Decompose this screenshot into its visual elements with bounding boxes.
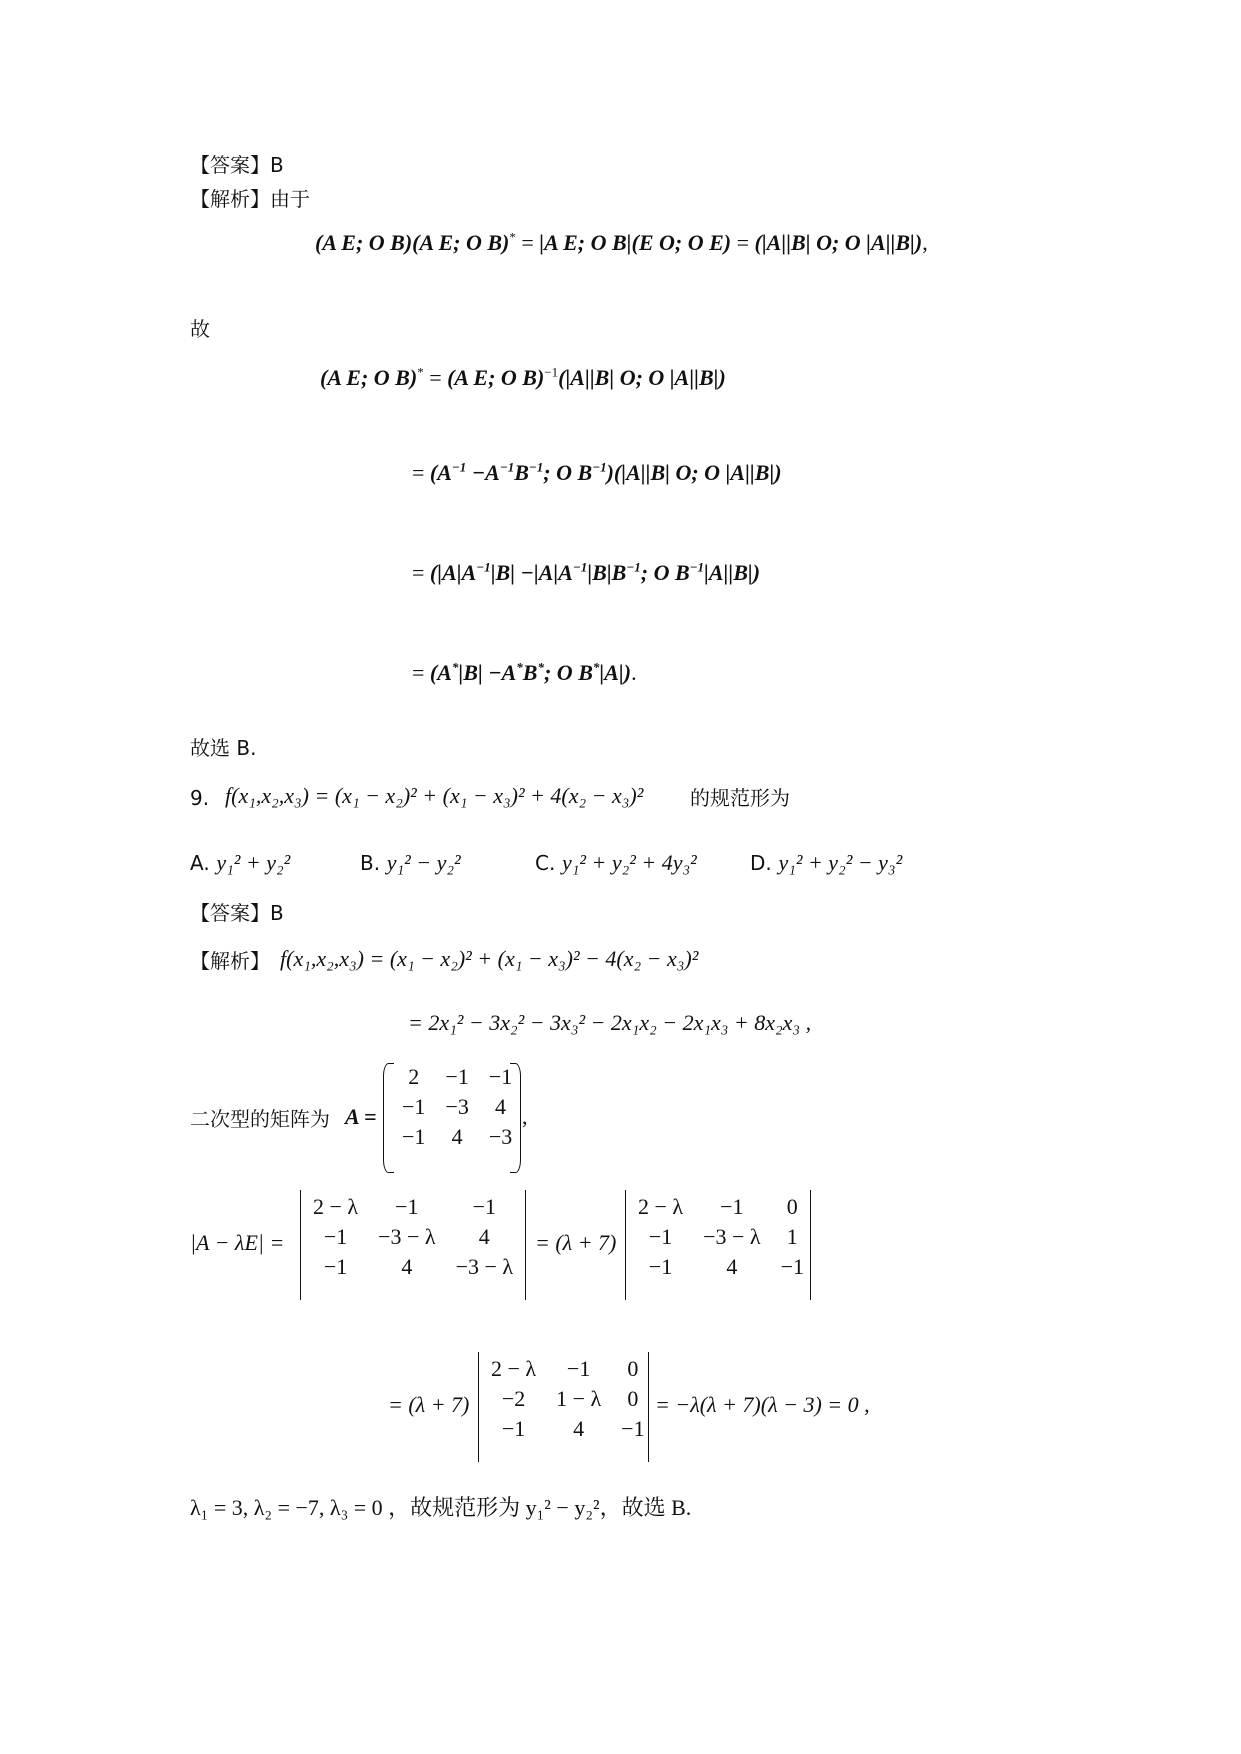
q8-equation-line-1: (A E; O B)(A E; O B)* = |A E; O B|(E O; O E) = (|A||B| O; O |A||B|), bbox=[315, 229, 928, 255]
det-factor-2: = (λ + 7) bbox=[388, 1392, 470, 1417]
q9-expansion: = 2x₁² − 3x₂² − 3x₃² − 2x₁x₂ − 2x₁x₃ + 8x₂x₃ , bbox=[408, 1010, 812, 1035]
det-factor-1: = (λ + 7) bbox=[535, 1230, 617, 1255]
det-result: = −λ(λ + 7)(λ − 3) = 0 , bbox=[655, 1392, 870, 1417]
q8-equation-line-5: = (A*|B| −A*B*; O B*|A|). bbox=[412, 659, 637, 685]
matrix-a-right-bracket bbox=[510, 1063, 521, 1173]
answer-label-q8: 【答案】B bbox=[190, 153, 284, 177]
det1-matrix: 2 − λ −1 −1 −1 −3 − λ 4 −1 4 −3 − λ bbox=[313, 1194, 514, 1279]
q8-equation-line-2: (A E; O B)* = (A E; O B)$^{-1}$(|A||B| O; O |A||B|) bbox=[320, 364, 726, 390]
matrix-a: 2 −1 −1 −1 −3 4 −1 4 −3 bbox=[402, 1064, 513, 1149]
q9-stem-text: 的规范形为 bbox=[690, 786, 790, 810]
answer-label-q9: 【答案】B bbox=[190, 901, 284, 925]
matrix-label: 二次型的矩阵为 bbox=[190, 1107, 330, 1131]
q9-stem-formula: f(x₁,x₂,x₃) = (x₁ − x₂)² + (x₁ − x₃)² + 4(x₂ − x₃)² bbox=[225, 783, 644, 808]
det1-left-bar bbox=[300, 1190, 301, 1300]
det2-matrix: 2 − λ −1 0 −1 −3 − λ 1 −1 4 −1 bbox=[638, 1194, 804, 1279]
q9-analysis-formula: f(x₁,x₂,x₃) = (x₁ − x₂)² + (x₁ − x₃)² − 4(x₂ − x₃)² bbox=[280, 946, 699, 971]
eigen-line: λ₁ = 3, λ₂ = −7, λ₃ = 0 ，故规范形为 y₁² − y₂²，故选 B. bbox=[190, 1495, 692, 1520]
option-d: D. y₁² + y₂² − y₃² bbox=[750, 850, 903, 875]
det3-left-bar bbox=[478, 1352, 479, 1462]
analysis-label-q8: 【解析】由于 bbox=[190, 187, 310, 211]
det2-left-bar bbox=[625, 1190, 626, 1300]
det-label: |A − λE| = bbox=[190, 1230, 285, 1255]
q8-equation-line-4: = ($|A|A^{-1}|B| -|A|A^{-1}|B|B^{-1}$; O $B^{-1}|A||B|$) bbox=[412, 559, 761, 585]
det3-right-bar bbox=[648, 1352, 649, 1462]
gu-label: 故 bbox=[190, 317, 210, 341]
det1-right-bar bbox=[525, 1190, 526, 1300]
q8-equation-line-3: = ($A^{-1} -A^{-1}B^{-1}$; O $B^{-1})(|A||B|$ O; O |A||B|) bbox=[412, 459, 782, 485]
option-a: A. y₁² + y₂² bbox=[190, 850, 291, 875]
option-c: C. y₁² + y₂² + 4y₃² bbox=[535, 850, 697, 875]
det3-matrix: 2 − λ −1 0 −2 1 − λ 0 −1 4 −1 bbox=[491, 1356, 645, 1441]
det2-right-bar bbox=[810, 1190, 811, 1300]
matrix-symbol-a: A = bbox=[345, 1104, 377, 1129]
comma: , bbox=[522, 1104, 528, 1129]
question-number: 9. bbox=[190, 786, 210, 810]
conclusion-q8: 故选 B. bbox=[190, 736, 257, 760]
option-b: B. y₁² − y₂² bbox=[360, 850, 461, 875]
analysis-label-q9: 【解析】 bbox=[190, 949, 270, 973]
